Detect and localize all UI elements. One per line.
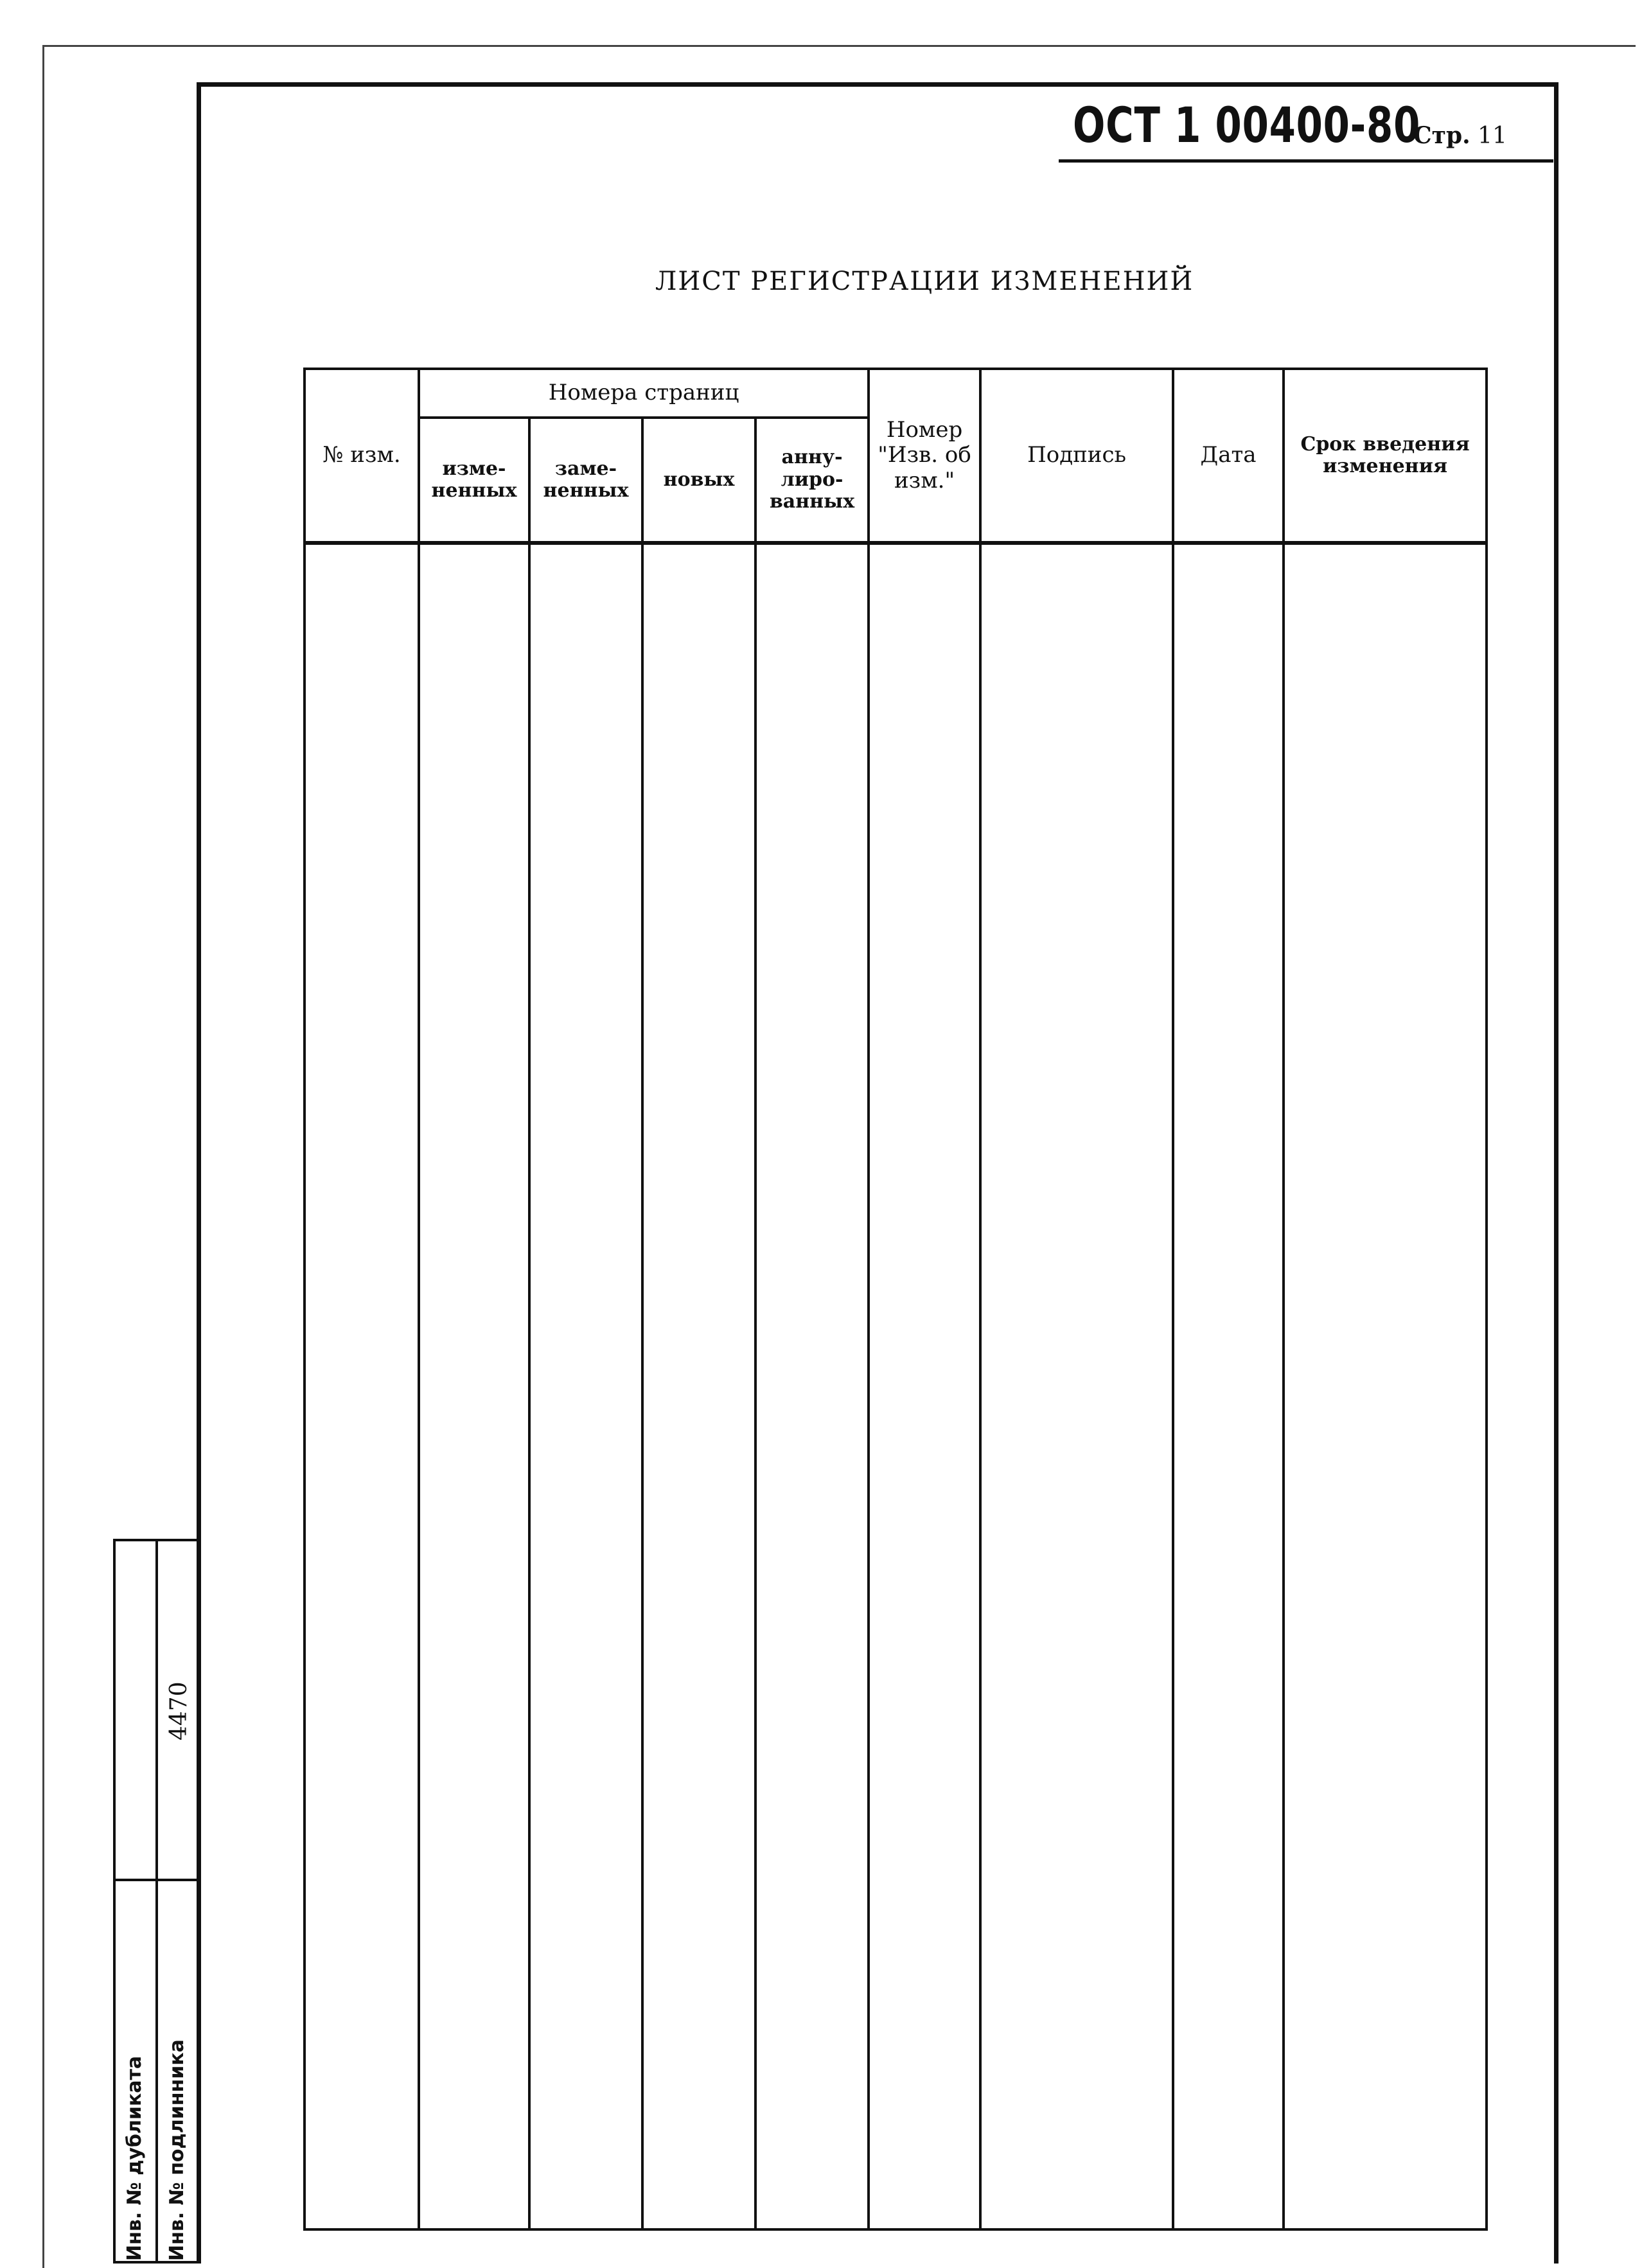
page-label: Стр. (1413, 122, 1470, 149)
header-changed: изме-ненных (419, 418, 529, 543)
header-page-numbers: Номера страниц (419, 369, 869, 418)
stamp-label-original: Инв. № подлинника (166, 2039, 188, 2261)
document-code: ОСТ 1 00400-80 (1073, 96, 1421, 154)
inventory-stamp (113, 1539, 197, 2264)
change-registration-table (303, 368, 1488, 2231)
page-title: ЛИСТ РЕГИСТРАЦИИ ИЗМЕНЕНИЙ (655, 267, 1194, 296)
header-new: новых (642, 418, 755, 543)
page-number: 11 (1478, 123, 1507, 149)
stamp-label-duplicate: Инв. № дубликата (123, 2055, 146, 2261)
header-date: Дата (1173, 369, 1284, 543)
table-cell (1284, 543, 1487, 2229)
stamp-divider-vertical (155, 1541, 158, 2261)
header-notice-number: Номер "Изв. об изм." (869, 369, 980, 543)
table-cell (755, 543, 869, 2229)
header-replaced: заме-ненных (529, 418, 642, 543)
table-cell (869, 543, 980, 2229)
table-cell (642, 543, 755, 2229)
header-rule (1059, 159, 1553, 163)
page-indicator (1413, 122, 1507, 149)
table-cell (529, 543, 642, 2229)
header-annulled: анну-лиро-ванных (755, 418, 869, 543)
header-change-number: № изм. (305, 369, 419, 543)
header-deadline: Срок введения изменения (1284, 369, 1487, 543)
table-cell (980, 543, 1173, 2229)
stamp-divider-horizontal (116, 1879, 197, 1881)
header-signature: Подпись (980, 369, 1173, 543)
table-cell (305, 543, 419, 2229)
table-row (305, 543, 1487, 2229)
table-cell (1173, 543, 1284, 2229)
stamp-original-number: 4470 (166, 1681, 192, 1741)
table-cell (419, 543, 529, 2229)
